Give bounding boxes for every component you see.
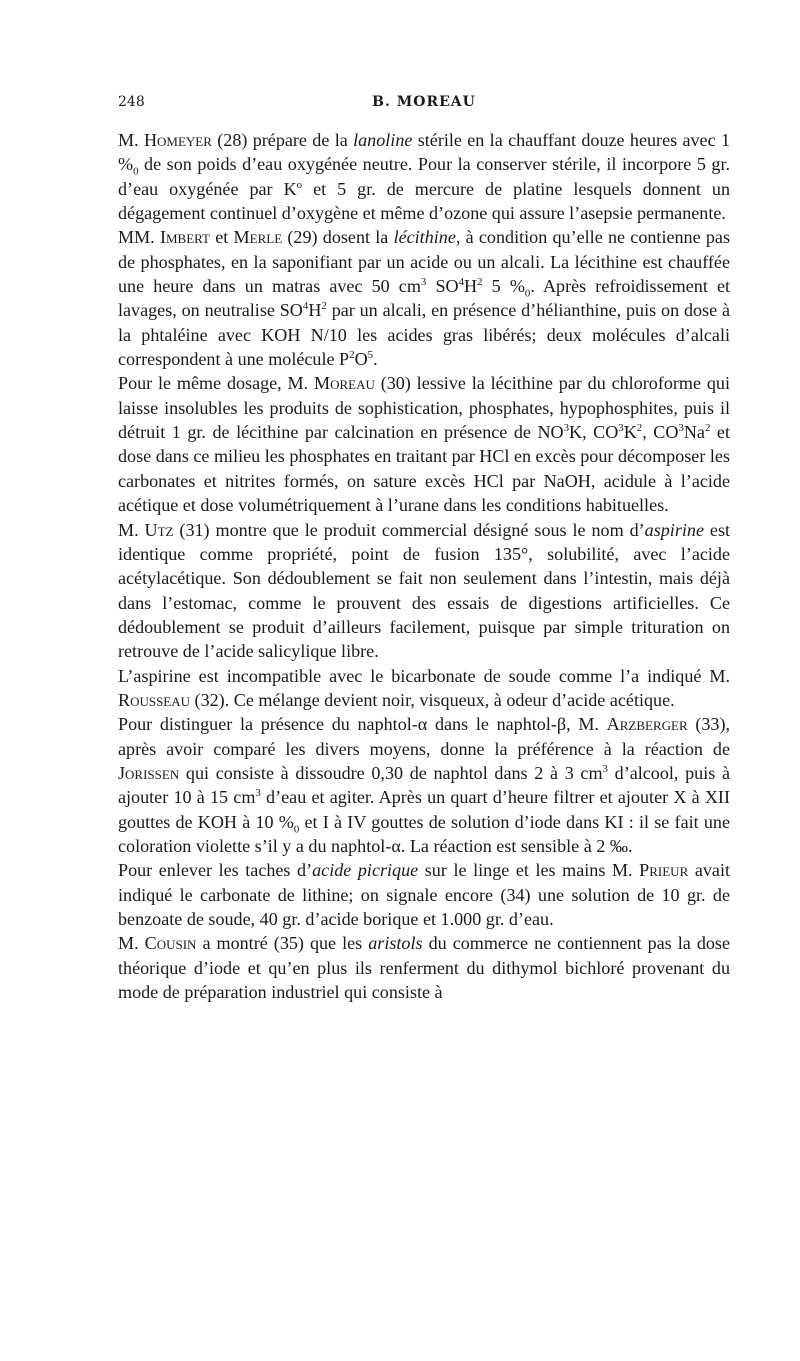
paragraph-moreau: Pour le même dosage, M. Moreau (30) lessive la lécithine par du chloroforme qui laisse insolubles les produits de sophistication, phosphates, hypophosphites, puis il détruit 1 gr. de lécithine par calcination en présence de $NO^3K$, $CO^3K^2$, $CO^3Na^2$ et dose dans ce milieu les phosphates en traitant par HCl en excès pour décomposer les carbonates et nitrites formés, on sature excès HCl par NaOH, acidule à l’acide acétique et dose volumétriquement à l’urane dans les conditions habituelles. xyxy=(118,373,730,516)
paragraph-aristols: M. Cousin a montré (35) que les aristols du commerce ne contiennent pas la dose théorique d’iode et qu’en plus ils renferment du dithymol bichloré provenant du mode de préparation industriel qui consiste à xyxy=(118,933,731,1003)
paragraph-homeyer: M. Homeyer (28) prépare de la lanoline stérile en la chauffant douze heures avec 1 $\%_0$ de son poids d’eau oxygénée neutre. Pour la conserver stérile, il incorpore 5 gr. d’eau oxygénée par $K^o$ et 5 gr. de mercure de platine lesquels donnent un dégagement continuel d’oxygène et même d’ozone qui assure l’asepsie permanente. xyxy=(118,130,730,224)
paragraph-naphtol: Pour distinguer la présence du naphtol-α dans le naphtol-β, M. Arzberger (33), après avoir comparé les divers moyens, donne la préférence à la réaction de Jorissen qui consiste à dissoudre 0,30 de naphtol dans 2 à 3 $cm^3$ d’alcool, puis à ajouter 10 à 15 $cm^3$ d’eau et agiter. Après un quart d’heure filtrer et ajouter X à XII gouttes de KOH à 10 $\%_0$ et I à IV gouttes de solution d’iode dans KI : il se fait une coloration violette s’il y a du naphtol-α. La réaction est sensible à 2 ‰. xyxy=(118,714,730,856)
paragraph-utz: M. Utz (31) montre que le produit commercial désigné sous le nom d’aspirine est identique comme propriété, point de fusion 135°, solubilité, avec l’acide acétylacétique. Son dédoublement se fait non seulement dans l’intestin, mais déjà dans l’estomac, comme le prouvent des essais de digestions artificielles. Ce dédoublement se produit d’ailleurs facilement, puisque par simple trituration on retrouve de l’acide salicylique libre. xyxy=(118,519,731,662)
page-number: 248 xyxy=(118,94,145,110)
page-header xyxy=(118,94,730,118)
paragraph-acide-picrique: Pour enlever les taches d’acide picrique sur le linge et les mains M. Prieur avait indiqué le carbonate de lithine; on signale encore (34) une solution de 10 gr. de benzoate de soude, 40 gr. d’acide borique et 1.000 gr. d’eau. xyxy=(118,860,730,929)
body-text xyxy=(118,128,730,1004)
paragraph-aspirine: L’aspirine est incompatible avec le bicarbonate de soude comme l’a indiqué M. Rousseau (32). Ce mélange devient noir, visqueux, à odeur d’acide acétique. xyxy=(118,665,730,710)
paragraph-imbert-merle: MM. Imbert et Merle (29) dosent la lécithine, à condition qu’elle ne contienne pas de phosphates, en la saponifiant par un acide ou un alcali. La lécithine est chauffée une heure dans un matras avec 50 $cm^3$ $SO^4H^2$ 5 $\%_0$. Après refroidissement et lavages, on neutralise $SO^4H^2$ par un alcali, en présence d’hélianthine, puis on dose à la phtaléine avec KOH N/10 les acides gras libérés; deux molécules d’alcali correspondent à une molécule $P^2O^5$. xyxy=(118,227,731,370)
running-title: B. MOREAU xyxy=(372,94,476,110)
